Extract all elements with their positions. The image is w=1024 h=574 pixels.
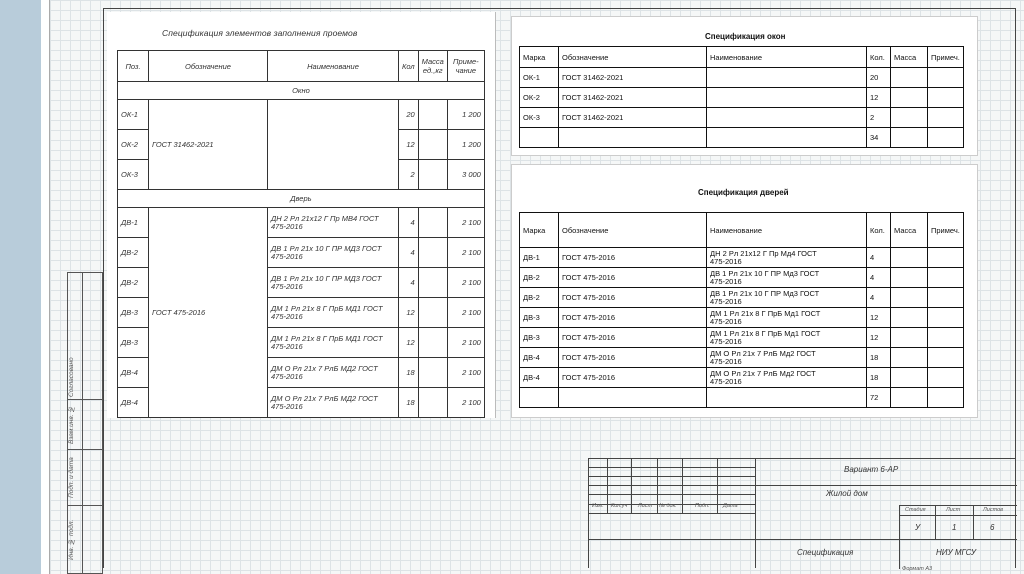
- table-row: ДВ-3 ДМ 1 Рл 21х 8 Г ПрБ МД1 ГОСТ 475-2016 12 2 100: [118, 298, 485, 328]
- door-spec-table: Марка Обозначение Наименование Кол. Масса Примеч. ДВ-1 ГОСТ 475-2016 ДН 2 Рл 21х12 Г Пр Мд4 ГОСТ 475-2016 4 ДВ-2 ГОСТ 475-2016 ДВ 1 Рл 21х 10 Г ПР Мд3 ГОСТ 475-2016 4 ДВ-2 ГОСТ 475-2016 ДВ 1 Рл 21х 10 Г ПР Мд3 ГОСТ 475-2016 4 ДВ-3 ГОСТ 475-2016 ДМ 1 Рл 21х 8 Г ПрБ Мд1 ГОСТ 475-2016 12 ДВ-3 ГОСТ 475-2016 ДМ 1 Рл 21х 8 Г ПрБ Мд1 ГОСТ 475-2016 12 ДВ-4 ГОСТ 475-2016 ДМ О Рл 21х 7 РлБ Мд2 ГОСТ 475-2016 18 ДВ-4 ГОСТ 475-2016 ДМ О Рл 21х 7 РлБ Мд2 ГОСТ 475-2016 18 72: [519, 212, 964, 408]
- hdr-name: Наименование: [268, 51, 399, 82]
- window-spec-title: Спецификация окон: [705, 32, 786, 41]
- fill-elements-table: [117, 50, 485, 418]
- hdr-note: Приме- чание: [447, 51, 484, 82]
- table-row: ОК-1 ГОСТ 31462-2021 20: [520, 68, 964, 88]
- table-row: ДВ-1 ГОСТ 475-2016 ДН 2 Рл 21х12 Г Пр Мд4 ГОСТ 475-2016 4: [520, 248, 964, 268]
- left-stamp-agreed: Согласовано: [68, 357, 75, 397]
- sheet-value: 1: [952, 523, 957, 532]
- table-row: ОК-2 12 1 200: [118, 130, 485, 160]
- stage-value: У: [915, 523, 921, 532]
- hdr-pos: Поз.: [118, 51, 149, 82]
- fill-elements-title: Спецификация элементов заполнения проемов: [162, 28, 358, 38]
- left-stamp: [67, 272, 103, 574]
- variant-label: Вариант 6-АР: [844, 465, 899, 474]
- hdr-mass: Масса ед.,кг: [418, 51, 447, 82]
- sheet-title-label: Спецификация: [797, 548, 854, 557]
- left-stamp-sign: Подп. и дата: [68, 457, 75, 499]
- table-row: ОК-3 2 3 000: [118, 160, 485, 190]
- total-row: 34: [520, 128, 964, 148]
- table-row: ДВ-4 ДМ О Рл 21х 7 РлБ МД2 ГОСТ 475-2016 18 2 100: [118, 358, 485, 388]
- project-label: Жилой дом: [826, 489, 868, 498]
- table-row: ДВ-4 ГОСТ 475-2016 ДМ О Рл 21х 7 РлБ Мд2 ГОСТ 475-2016 18: [520, 348, 964, 368]
- table-row: ОК-3 ГОСТ 31462-2021 2: [520, 108, 964, 128]
- left-stamp-inv: Инв. № подл.: [68, 519, 75, 561]
- table-row: ОК-2 ГОСТ 31462-2021 12: [520, 88, 964, 108]
- hdr-qty: Кол: [399, 51, 419, 82]
- table-row: ДВ-3 ГОСТ 475-2016 ДМ 1 Рл 21х 8 Г ПрБ Мд1 ГОСТ 475-2016 12: [520, 308, 964, 328]
- table-row: ДВ-4 ДМ О Рл 21х 7 РлБ МД2 ГОСТ 475-2016 18 2 100: [118, 388, 485, 418]
- door-designation: ГОСТ 475-2016: [149, 208, 268, 418]
- org-label: НИУ МГСУ: [936, 548, 977, 557]
- format-label: Формат А3: [902, 566, 933, 572]
- table-row: ДВ-2 ГОСТ 475-2016 ДВ 1 Рл 21х 10 Г ПР Мд3 ГОСТ 475-2016 4: [520, 288, 964, 308]
- section-windows: Окно: [118, 82, 485, 100]
- total-row: 72: [520, 388, 964, 408]
- table-row: ДВ-3 ГОСТ 475-2016 ДМ 1 Рл 21х 8 Г ПрБ Мд1 ГОСТ 475-2016 12: [520, 328, 964, 348]
- hdr-designation: Обозначение: [149, 51, 268, 82]
- table-row: ДВ-2 ДВ 1 Рл 21х 10 Г ПР МД3 ГОСТ 475-2016 4 2 100: [118, 268, 485, 298]
- section-doors: Дверь: [118, 190, 485, 208]
- table-row: ДВ-3 ДМ 1 Рл 21х 8 Г ПрБ МД1 ГОСТ 475-2016 12 2 100: [118, 328, 485, 358]
- sheets-value: 6: [990, 523, 995, 532]
- door-spec-title: Спецификация дверей: [698, 188, 789, 197]
- slide-left-bar: [0, 0, 41, 574]
- window-designation: ГОСТ 31462-2021: [149, 100, 268, 190]
- window-spec-table: Марка Обозначение Наименование Кол. Масса Примеч. ОК-1 ГОСТ 31462-2021 20 ОК-2 ГОСТ 31462-2021 12 ОК-3 ГОСТ 31462-2021 2 34: [519, 46, 964, 148]
- sheet-edge: [41, 0, 50, 574]
- table-row: ДВ-4 ГОСТ 475-2016 ДМ О Рл 21х 7 РлБ Мд2 ГОСТ 475-2016 18: [520, 368, 964, 388]
- table-row: ОК-1 ГОСТ 31462-2021 20 1 200: [118, 100, 485, 130]
- table-row: ДВ-1 ГОСТ 475-2016 ДН 2 Рл 21х12 Г Пр МВ4 ГОСТ 475-2016 4 2 100: [118, 208, 485, 238]
- table-row: ДВ-2 ДВ 1 Рл 21х 10 Г ПР МД3 ГОСТ 475-2016 4 2 100: [118, 238, 485, 268]
- left-stamp-replace: Взам.инв. №: [68, 405, 75, 445]
- table-row: ДВ-2 ГОСТ 475-2016 ДВ 1 Рл 21х 10 Г ПР Мд3 ГОСТ 475-2016 4: [520, 268, 964, 288]
